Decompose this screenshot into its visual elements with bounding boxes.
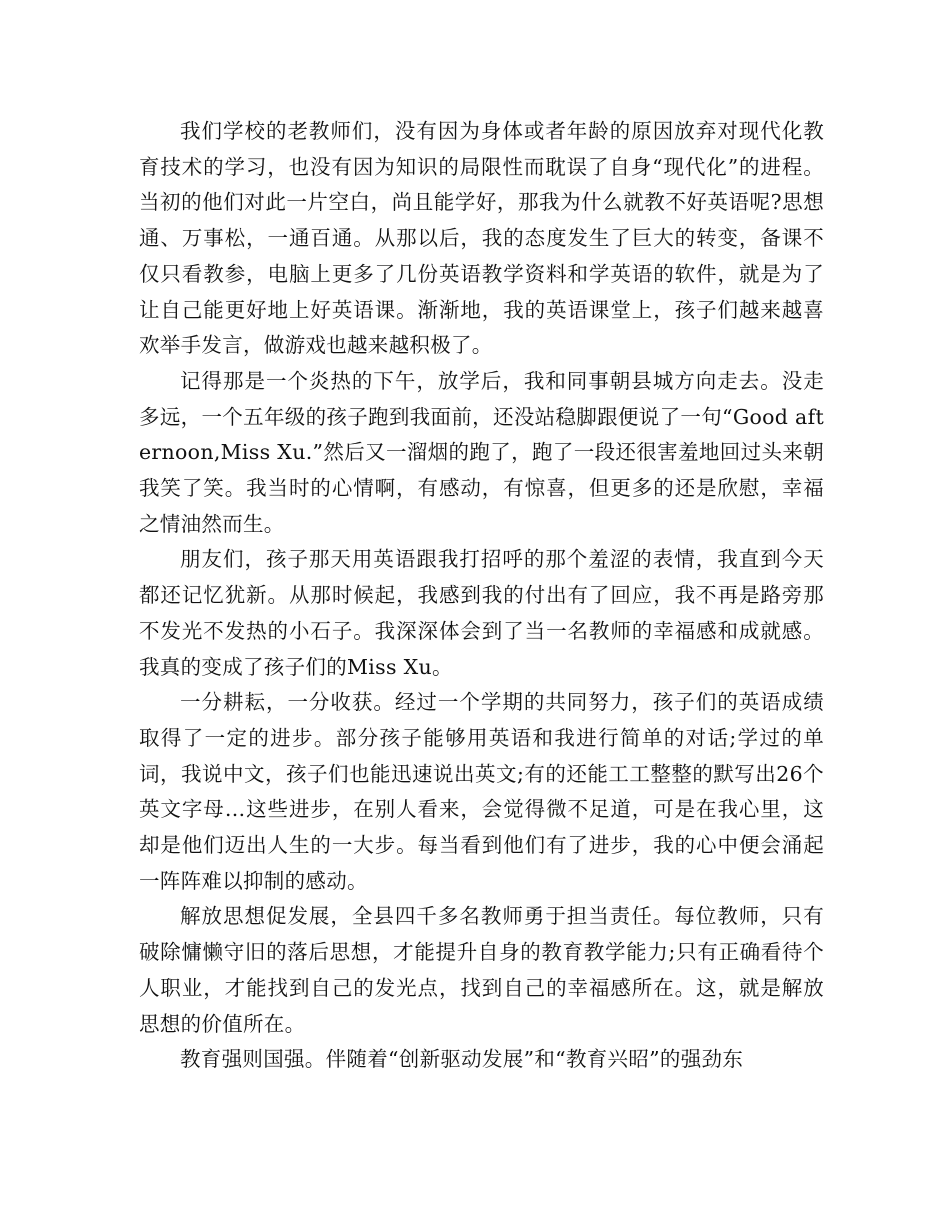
paragraph-6: 教育强则国强。伴随着“创新驱动发展”和“教育兴昭”的强劲东 xyxy=(180,1047,744,1072)
document-body xyxy=(139,114,824,1078)
paragraph-3: 朋友们，孩子那天用英语跟我打招呼的那个羞涩的表情，我直到今天都还记忆犹新。从那时候起，我感到我的付出有了回应，我不再是路旁那不发光不发热的小石子。我深深体会到了当一名教师的幸福感和成就感。我真的变成了孩子们的Miss Xu。 xyxy=(139,547,824,679)
paragraph-5: 解放思想促发展，全县四千多名教师勇于担当责任。每位教师，只有破除慵懒守旧的落后思想，才能提升自身的教育教学能力;只有正确看待个人职业，才能找到自己的发光点，找到自己的幸福感所在。这，就是解放思想的价值所在。 xyxy=(139,904,824,1036)
paragraph-1: 我们学校的老教师们，没有因为身体或者年龄的原因放弃对现代化教育技术的学习，也没有因为知识的局限性而耽误了自身“现代化”的进程。当初的他们对此一片空白，尚且能学好，那我为什么就教不好英语呢?思想通、万事松，一通百通。从那以后，我的态度发生了巨大的转变，备课不仅只看教参，电脑上更多了几份英语教学资料和学英语的软件，就是为了让自己能更好地上好英语课。渐渐地，我的英语课堂上，孩子们越来越喜欢举手发言，做游戏也越来越积极了。 xyxy=(139,119,824,358)
paragraph-2: 记得那是一个炎热的下午，放学后，我和同事朝县城方向走去。没走多远，一个五年级的孩子跑到我面前，还没站稳脚跟便说了一句“Good afternoon,Miss Xu.”然后又一溜烟的跑了，跑了一段还很害羞地回过头来朝我笑了笑。我当时的心情啊，有感动，有惊喜，但更多的还是欣慰，幸福之情油然而生。 xyxy=(139,368,824,536)
paragraph-4: 一分耕耘，一分收获。经过一个学期的共同努力，孩子们的英语成绩取得了一定的进步。部分孩子能够用英语和我进行简单的对话;学过的单词，我说中文，孩子们也能迅速说出英文;有的还能工工整整的默写出26个英文字母…这些进步，在别人看来，会觉得微不足道，可是在我心里，这却是他们迈出人生的一大步。每当看到他们有了进步，我的心中便会涌起一阵阵难以抑制的感动。 xyxy=(139,690,824,893)
